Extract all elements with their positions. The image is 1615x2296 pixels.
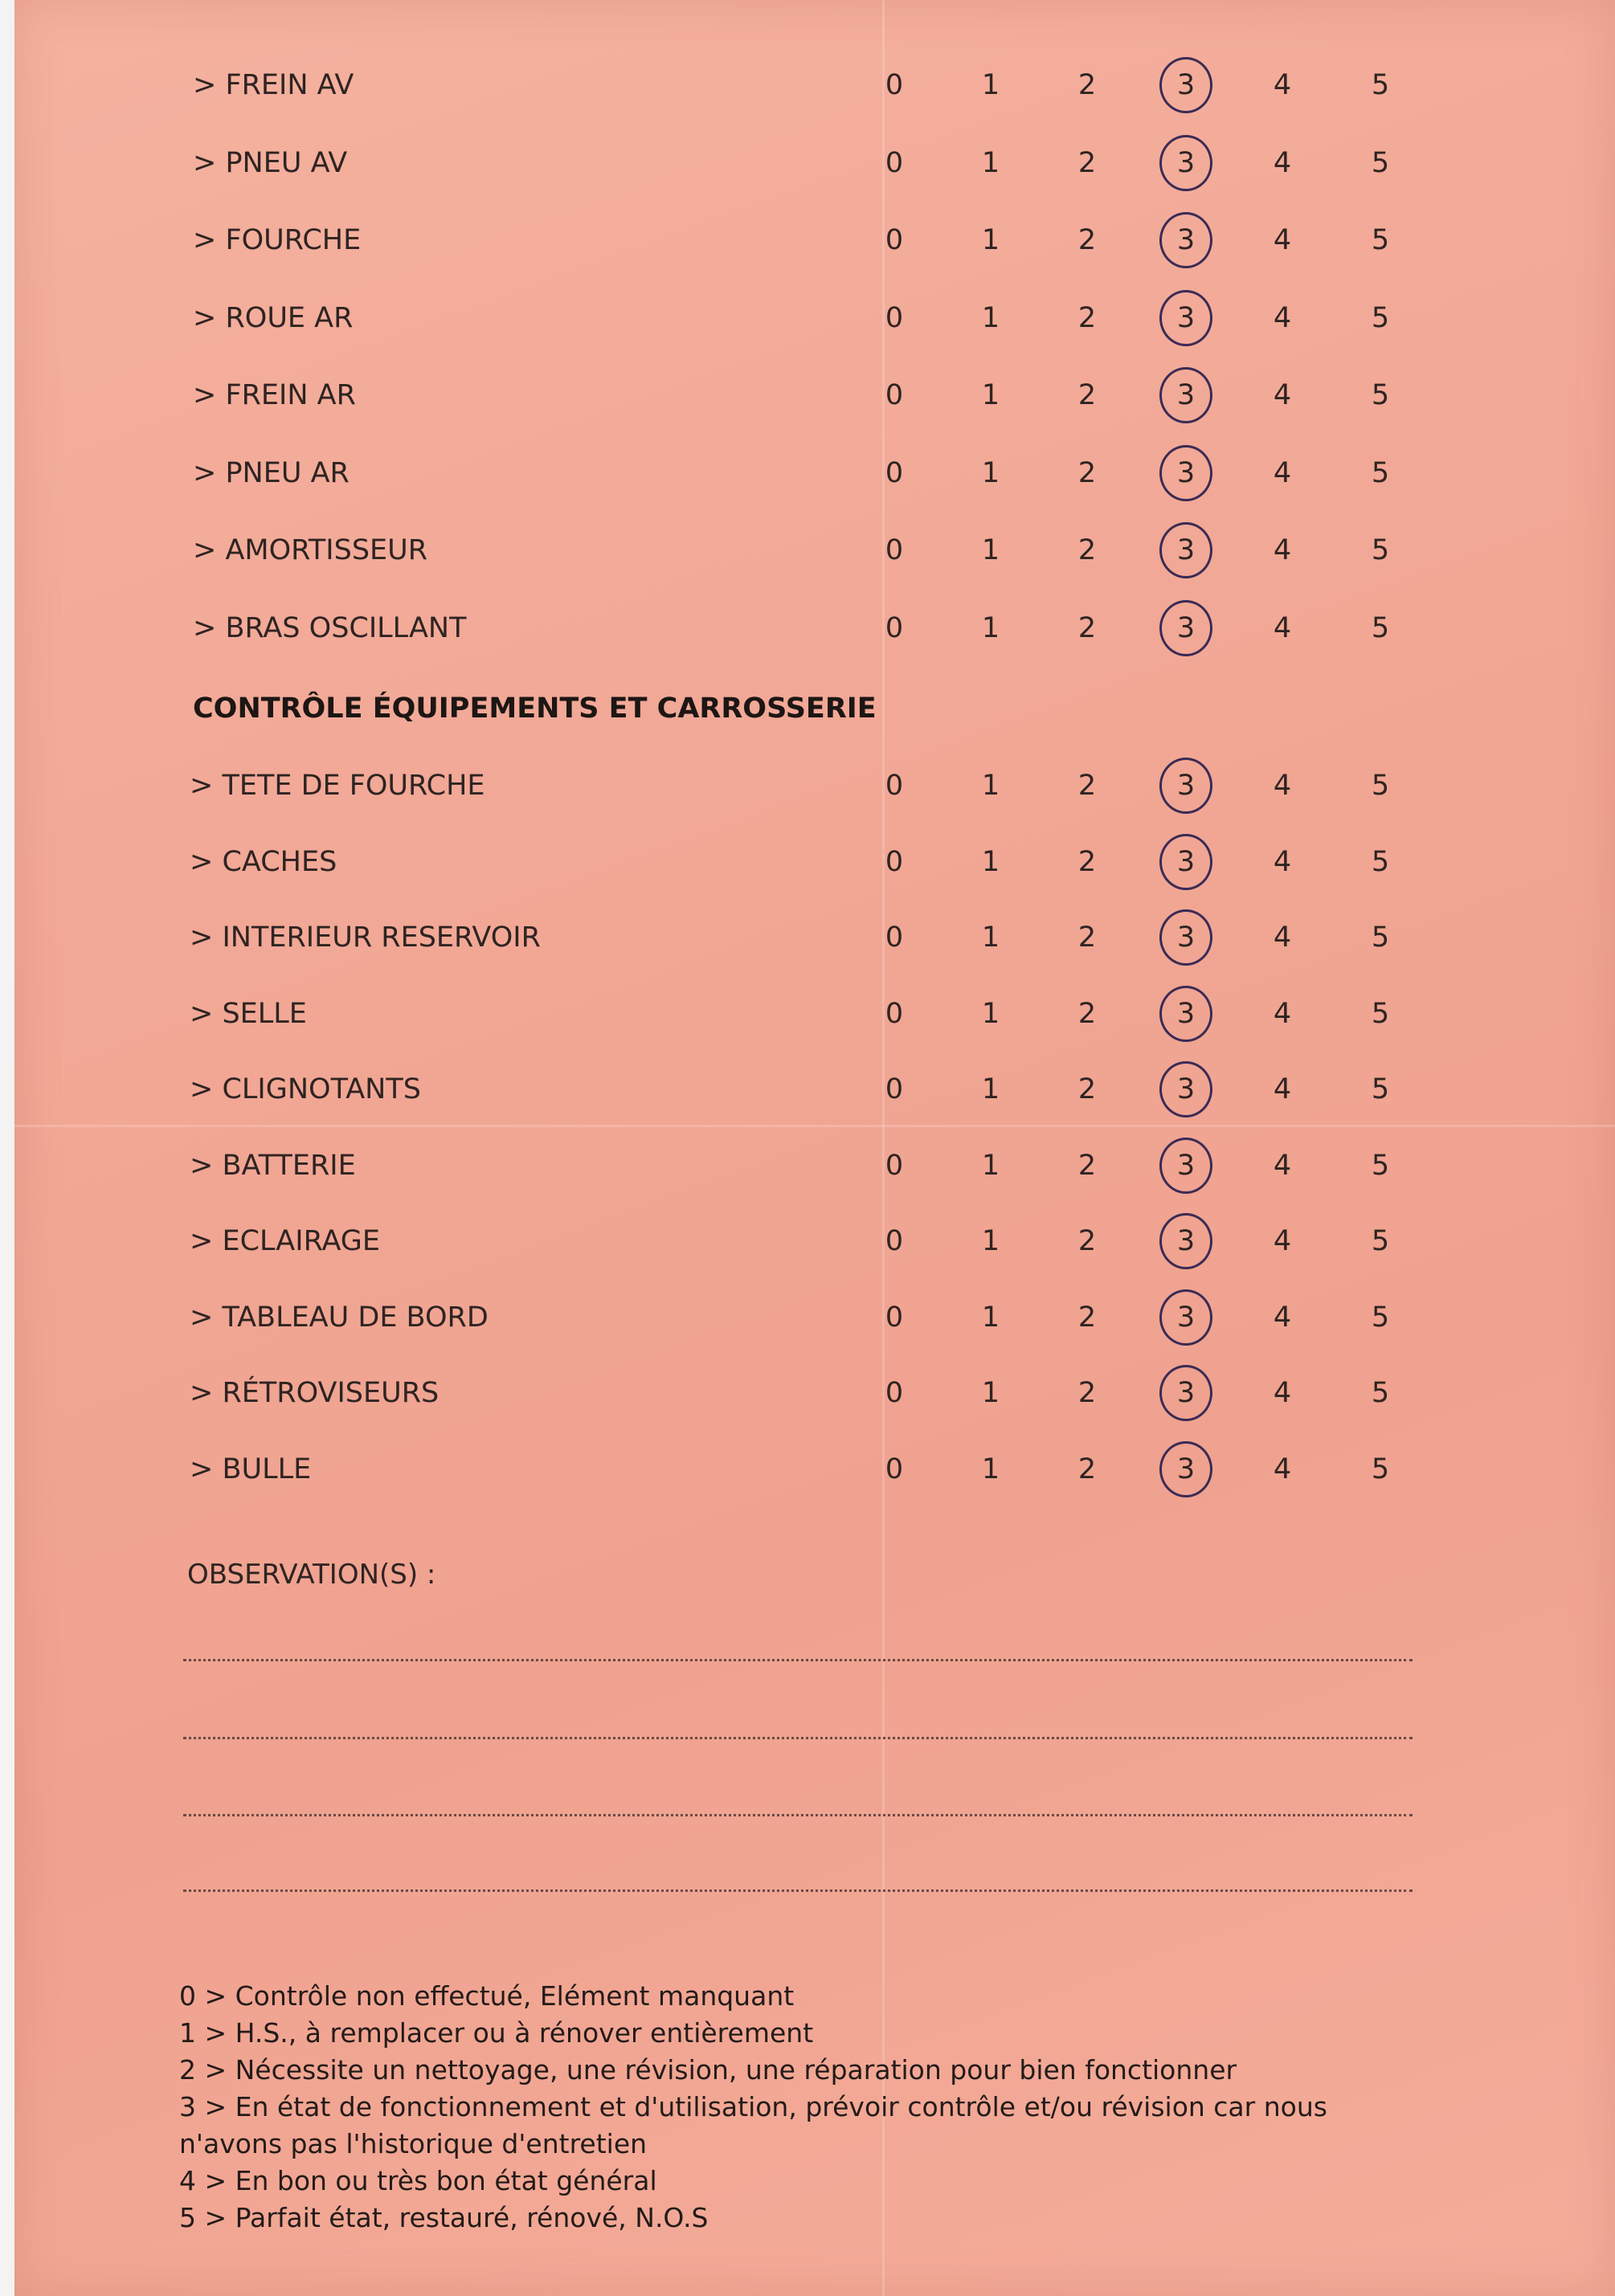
score-option[interactable]: 0 — [885, 997, 904, 1030]
score-option[interactable]: 0 — [885, 146, 904, 179]
item-label: > TABLEAU DE BORD — [190, 1301, 489, 1334]
legend-line: 3 > En état de fonctionnement et d'utilisation, prévoir contrôle et/ou révision car nous — [179, 2091, 1327, 2122]
score-option[interactable]: 2 — [1077, 997, 1097, 1030]
score-option[interactable]: 2 — [1077, 224, 1097, 256]
score-option[interactable]: 3 — [1176, 379, 1196, 411]
score-option[interactable]: 4 — [1273, 845, 1292, 878]
score-option[interactable]: 5 — [1371, 224, 1390, 256]
score-option[interactable]: 3 — [1176, 456, 1196, 489]
item-label: > BULLE — [190, 1452, 312, 1485]
score-option[interactable]: 2 — [1077, 69, 1097, 101]
item-label: > AMORTISSEUR — [193, 534, 428, 566]
score-option[interactable]: 3 — [1176, 224, 1196, 256]
selected-score-circle — [1159, 367, 1212, 423]
score-option[interactable]: 0 — [885, 379, 904, 411]
score-option[interactable]: 4 — [1273, 1149, 1292, 1182]
score-option[interactable]: 2 — [1077, 921, 1097, 954]
score-option[interactable]: 5 — [1371, 456, 1390, 489]
score-option[interactable]: 1 — [981, 379, 1000, 411]
score-option[interactable]: 4 — [1273, 997, 1292, 1030]
selected-score-circle — [1159, 445, 1212, 501]
score-option[interactable]: 3 — [1176, 1225, 1196, 1257]
score-option[interactable]: 0 — [885, 301, 904, 334]
item-label: > CLIGNOTANTS — [190, 1073, 421, 1105]
legend-line: 1 > H.S., à remplacer ou à rénover entièrement — [179, 2017, 814, 2049]
score-option[interactable]: 3 — [1176, 997, 1196, 1030]
checklist-row — [14, 604, 1615, 652]
score-option[interactable]: 5 — [1371, 379, 1390, 411]
selected-score-circle — [1159, 909, 1212, 966]
item-label: > FOURCHE — [193, 224, 362, 256]
score-option[interactable]: 5 — [1371, 921, 1390, 954]
score-option[interactable]: 2 — [1077, 1301, 1097, 1334]
score-option[interactable]: 5 — [1371, 1452, 1390, 1485]
score-option[interactable]: 0 — [885, 69, 904, 101]
score-option[interactable]: 3 — [1176, 1301, 1196, 1334]
item-label: > RÉTROVISEURS — [190, 1377, 440, 1409]
score-option[interactable]: 4 — [1273, 921, 1292, 954]
score-option[interactable]: 4 — [1273, 1377, 1292, 1409]
score-option[interactable]: 2 — [1077, 534, 1097, 566]
selected-score-circle — [1159, 600, 1212, 656]
legend-line: 0 > Contrôle non effectué, Elément manquant — [179, 1980, 795, 2012]
score-option[interactable]: 0 — [885, 1301, 904, 1334]
score-option[interactable]: 3 — [1176, 534, 1196, 566]
score-option[interactable]: 5 — [1371, 1073, 1390, 1105]
selected-score-circle — [1159, 1138, 1212, 1194]
score-option[interactable]: 2 — [1077, 379, 1097, 411]
score-option[interactable]: 4 — [1273, 146, 1292, 179]
score-option[interactable]: 1 — [981, 1225, 1000, 1257]
checklist-row — [14, 449, 1615, 497]
score-option[interactable]: 4 — [1273, 770, 1292, 802]
selected-score-circle — [1159, 290, 1212, 346]
score-option[interactable]: 5 — [1371, 1301, 1390, 1334]
score-option[interactable]: 1 — [981, 1377, 1000, 1409]
score-option[interactable]: 0 — [885, 456, 904, 489]
item-label: > ROUE AR — [193, 301, 354, 334]
score-option[interactable]: 2 — [1077, 1073, 1097, 1105]
checklist-sheet — [14, 0, 1615, 2296]
score-option[interactable]: 1 — [981, 301, 1000, 334]
score-option[interactable]: 5 — [1371, 1225, 1390, 1257]
score-option[interactable]: 3 — [1176, 69, 1196, 101]
score-option[interactable]: 2 — [1077, 845, 1097, 878]
score-option[interactable]: 2 — [1077, 1452, 1097, 1485]
score-option[interactable]: 4 — [1273, 611, 1292, 644]
score-option[interactable]: 0 — [885, 921, 904, 954]
score-option[interactable]: 1 — [981, 1073, 1000, 1105]
score-option[interactable]: 5 — [1371, 1377, 1390, 1409]
checklist-row — [14, 913, 1615, 962]
legend-line: 2 > Nécessite un nettoyage, une révision, une réparation pour bien fonctionner — [179, 2054, 1237, 2086]
score-option[interactable]: 3 — [1176, 1073, 1196, 1105]
item-label: > FREIN AV — [193, 69, 354, 101]
item-label: > BATTERIE — [190, 1149, 356, 1182]
score-option[interactable]: 3 — [1176, 146, 1196, 179]
score-option[interactable]: 3 — [1176, 1452, 1196, 1485]
checklist-row — [14, 1293, 1615, 1342]
checklist-row — [14, 1142, 1615, 1190]
score-option[interactable]: 4 — [1273, 224, 1292, 256]
score-option[interactable]: 4 — [1273, 456, 1292, 489]
score-option[interactable]: 1 — [981, 611, 1000, 644]
legend-line: 4 > En bon ou très bon état général — [179, 2165, 657, 2196]
item-label: > PNEU AV — [193, 146, 348, 179]
score-option[interactable]: 4 — [1273, 1452, 1292, 1485]
score-option[interactable]: 3 — [1176, 611, 1196, 644]
checklist-row — [14, 762, 1615, 810]
selected-score-circle — [1159, 1213, 1212, 1269]
score-option[interactable]: 1 — [981, 534, 1000, 566]
score-option[interactable]: 3 — [1176, 301, 1196, 334]
checklist-row — [14, 838, 1615, 886]
selected-score-circle — [1159, 1441, 1212, 1497]
score-option[interactable]: 4 — [1273, 1225, 1292, 1257]
score-option[interactable]: 0 — [885, 770, 904, 802]
score-option[interactable]: 5 — [1371, 770, 1390, 802]
score-option[interactable]: 4 — [1273, 69, 1292, 101]
score-option[interactable]: 5 — [1371, 611, 1390, 644]
checklist-row — [14, 526, 1615, 574]
selected-score-circle — [1159, 1365, 1212, 1421]
score-option[interactable]: 1 — [981, 146, 1000, 179]
score-option[interactable]: 2 — [1077, 770, 1097, 802]
score-option[interactable]: 5 — [1371, 534, 1390, 566]
selected-score-circle — [1159, 135, 1212, 191]
score-option[interactable]: 2 — [1077, 1377, 1097, 1409]
score-option[interactable]: 1 — [981, 1149, 1000, 1182]
score-option[interactable]: 1 — [981, 1452, 1000, 1485]
checklist-row — [14, 139, 1615, 187]
checklist-row — [14, 1445, 1615, 1493]
score-option[interactable]: 4 — [1273, 301, 1292, 334]
score-option[interactable]: 2 — [1077, 1225, 1097, 1257]
score-option[interactable]: 3 — [1176, 1149, 1196, 1182]
score-option[interactable]: 1 — [981, 997, 1000, 1030]
checklist-row — [14, 371, 1615, 419]
score-option[interactable]: 1 — [981, 845, 1000, 878]
item-label: > CACHES — [190, 845, 337, 878]
selected-score-circle — [1159, 1289, 1212, 1346]
checklist-row — [14, 61, 1615, 109]
item-label: > PNEU AR — [193, 456, 350, 489]
observation-line[interactable] — [183, 1814, 1413, 1816]
score-option[interactable]: 4 — [1273, 379, 1292, 411]
score-option[interactable]: 2 — [1077, 1149, 1097, 1182]
score-option[interactable]: 1 — [981, 69, 1000, 101]
score-option[interactable]: 0 — [885, 1225, 904, 1257]
observations-title: OBSERVATION(S) : — [187, 1559, 436, 1591]
score-option[interactable]: 5 — [1371, 301, 1390, 334]
score-option[interactable]: 5 — [1371, 69, 1390, 101]
selected-score-circle — [1159, 522, 1212, 578]
score-option[interactable]: 3 — [1176, 921, 1196, 954]
observation-line[interactable] — [183, 1890, 1413, 1892]
selected-score-circle — [1159, 1061, 1212, 1117]
checklist-row — [14, 1217, 1615, 1265]
legend-line: n'avons pas l'historique d'entretien — [179, 2128, 648, 2159]
score-option[interactable]: 0 — [885, 1073, 904, 1105]
score-option[interactable]: 5 — [1371, 997, 1390, 1030]
score-option[interactable]: 0 — [885, 224, 904, 256]
checklist-row — [14, 990, 1615, 1038]
paper-fold — [14, 1125, 1615, 1127]
score-option[interactable]: 4 — [1273, 1073, 1292, 1105]
score-option[interactable]: 1 — [981, 1301, 1000, 1334]
score-option[interactable]: 4 — [1273, 1301, 1292, 1334]
score-option[interactable]: 0 — [885, 1452, 904, 1485]
checklist-row — [14, 294, 1615, 342]
checklist-row — [14, 1065, 1615, 1113]
score-option[interactable]: 3 — [1176, 1377, 1196, 1409]
item-label: > FREIN AR — [193, 379, 356, 411]
observation-line[interactable] — [183, 1659, 1413, 1661]
item-label: > TETE DE FOURCHE — [190, 770, 485, 802]
checklist-row — [14, 216, 1615, 264]
selected-score-circle — [1159, 758, 1212, 814]
selected-score-circle — [1159, 57, 1212, 113]
item-label: > INTERIEUR RESERVOIR — [190, 921, 541, 954]
score-option[interactable]: 1 — [981, 770, 1000, 802]
score-option[interactable]: 1 — [981, 456, 1000, 489]
score-option[interactable]: 1 — [981, 921, 1000, 954]
checklist-row — [14, 1369, 1615, 1417]
selected-score-circle — [1159, 212, 1212, 268]
score-option[interactable]: 2 — [1077, 301, 1097, 334]
selected-score-circle — [1159, 986, 1212, 1042]
selected-score-circle — [1159, 834, 1212, 890]
score-option[interactable]: 0 — [885, 1377, 904, 1409]
item-label: > BRAS OSCILLANT — [193, 611, 467, 644]
score-option[interactable]: 2 — [1077, 456, 1097, 489]
legend-line: 5 > Parfait état, restauré, rénové, N.O.S — [179, 2202, 709, 2233]
score-option[interactable]: 0 — [885, 534, 904, 566]
score-option[interactable]: 1 — [981, 224, 1000, 256]
score-option[interactable]: 3 — [1176, 770, 1196, 802]
score-option[interactable]: 3 — [1176, 845, 1196, 878]
score-option[interactable]: 4 — [1273, 534, 1292, 566]
score-option[interactable]: 5 — [1371, 146, 1390, 179]
item-label: > SELLE — [190, 997, 307, 1030]
score-option[interactable]: 0 — [885, 1149, 904, 1182]
score-option[interactable]: 2 — [1077, 611, 1097, 644]
section-title: CONTRÔLE ÉQUIPEMENTS ET CARROSSERIE — [193, 692, 877, 725]
score-option[interactable]: 5 — [1371, 845, 1390, 878]
score-option[interactable]: 0 — [885, 845, 904, 878]
score-option[interactable]: 5 — [1371, 1149, 1390, 1182]
observation-line[interactable] — [183, 1737, 1413, 1739]
score-option[interactable]: 0 — [885, 611, 904, 644]
item-label: > ECLAIRAGE — [190, 1225, 381, 1257]
score-option[interactable]: 2 — [1077, 146, 1097, 179]
